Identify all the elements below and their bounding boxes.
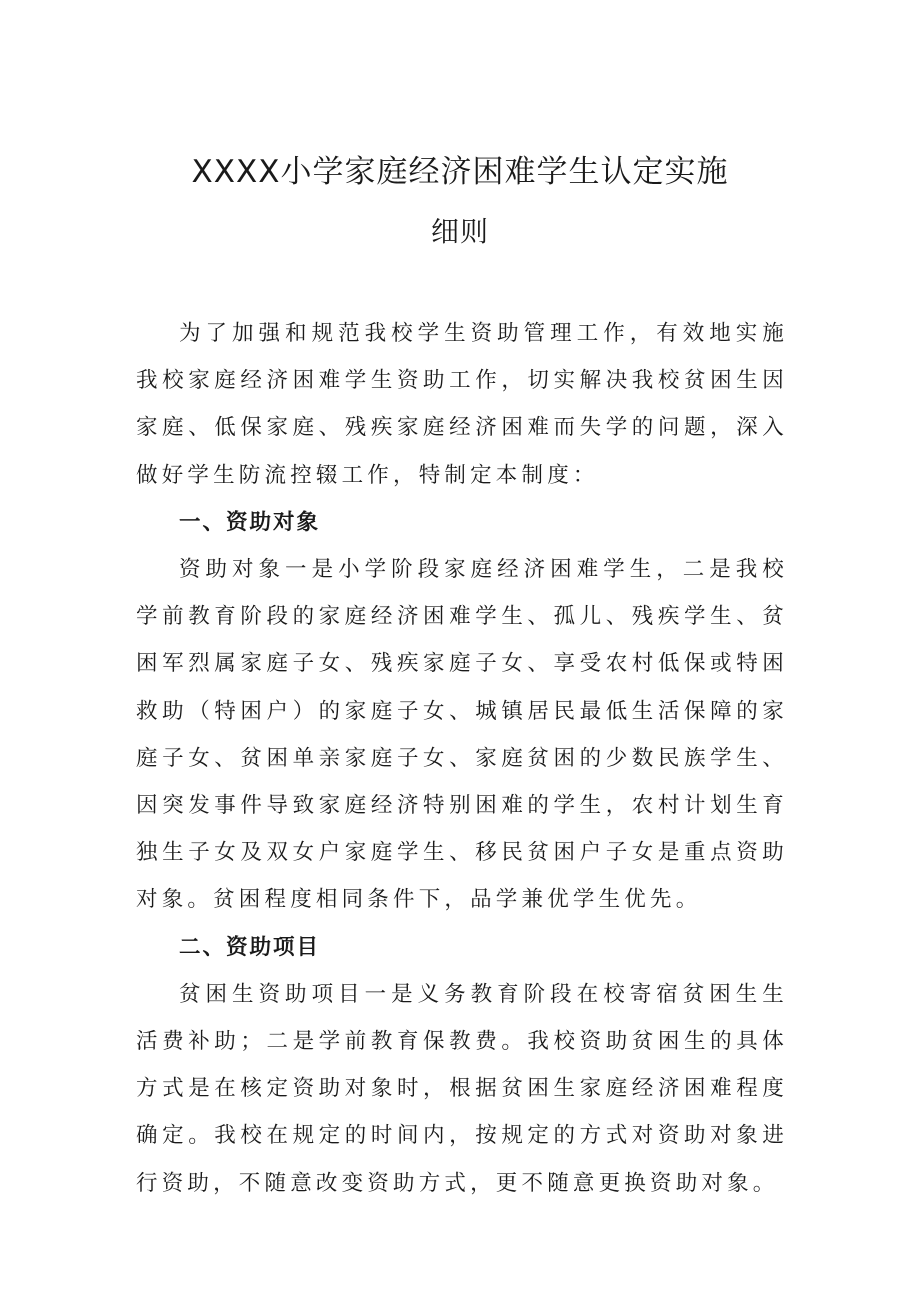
section-paragraph-recipients: 资助对象一是小学阶段家庭经济困难学生，二是我校学前教育阶段的家庭经济困难学生、孤儿、残疾学生、贫困军烈属家庭子女、残疾家庭子女、享受农村低保或特困救助（特困户）的家庭子女、城镇居民最低生活保障的家庭子女、贫困单亲家庭子女、家庭贫困的少数民族学生、因突发事件导致家庭经济特别困难的学生，农村计划生育独生子女及双女户家庭学生、移民贫困户子女是重点资助对象。贫困程度相同条件下，品学兼优学生优先。 [136,557,788,913]
section-paragraph-aid-items: 贫困生资助项目一是义务教育阶段在校寄宿贫困生生活费补助；二是学前教育保教费。我校资助贫困生的具体方式是在核定资助对象时，根据贫困生家庭经济困难程度确定。我校在规定的时间内，按规定的方式对资助对象进行资助，不随意改变资助方式，更不随意更换资助对象。 [136,981,788,1196]
section-heading-aid-items: 二、资助项目 [179,934,321,960]
document-title-continuation: 细则 [430,215,489,248]
document-title: XXXX小学家庭经济困难学生认定实施 [191,154,729,190]
intro-paragraph: 为了加强和规范我校学生资助管理工作，有效地实施我校家庭经济困难学生资助工作，切实解决我校贫困生因家庭、低保家庭、残疾家庭经济困难而失学的问题，深入做好学生防流控辍工作，特制定本制度： [136,321,788,488]
section-heading-recipients: 一、资助对象 [179,509,321,535]
document-body [136,310,788,1207]
